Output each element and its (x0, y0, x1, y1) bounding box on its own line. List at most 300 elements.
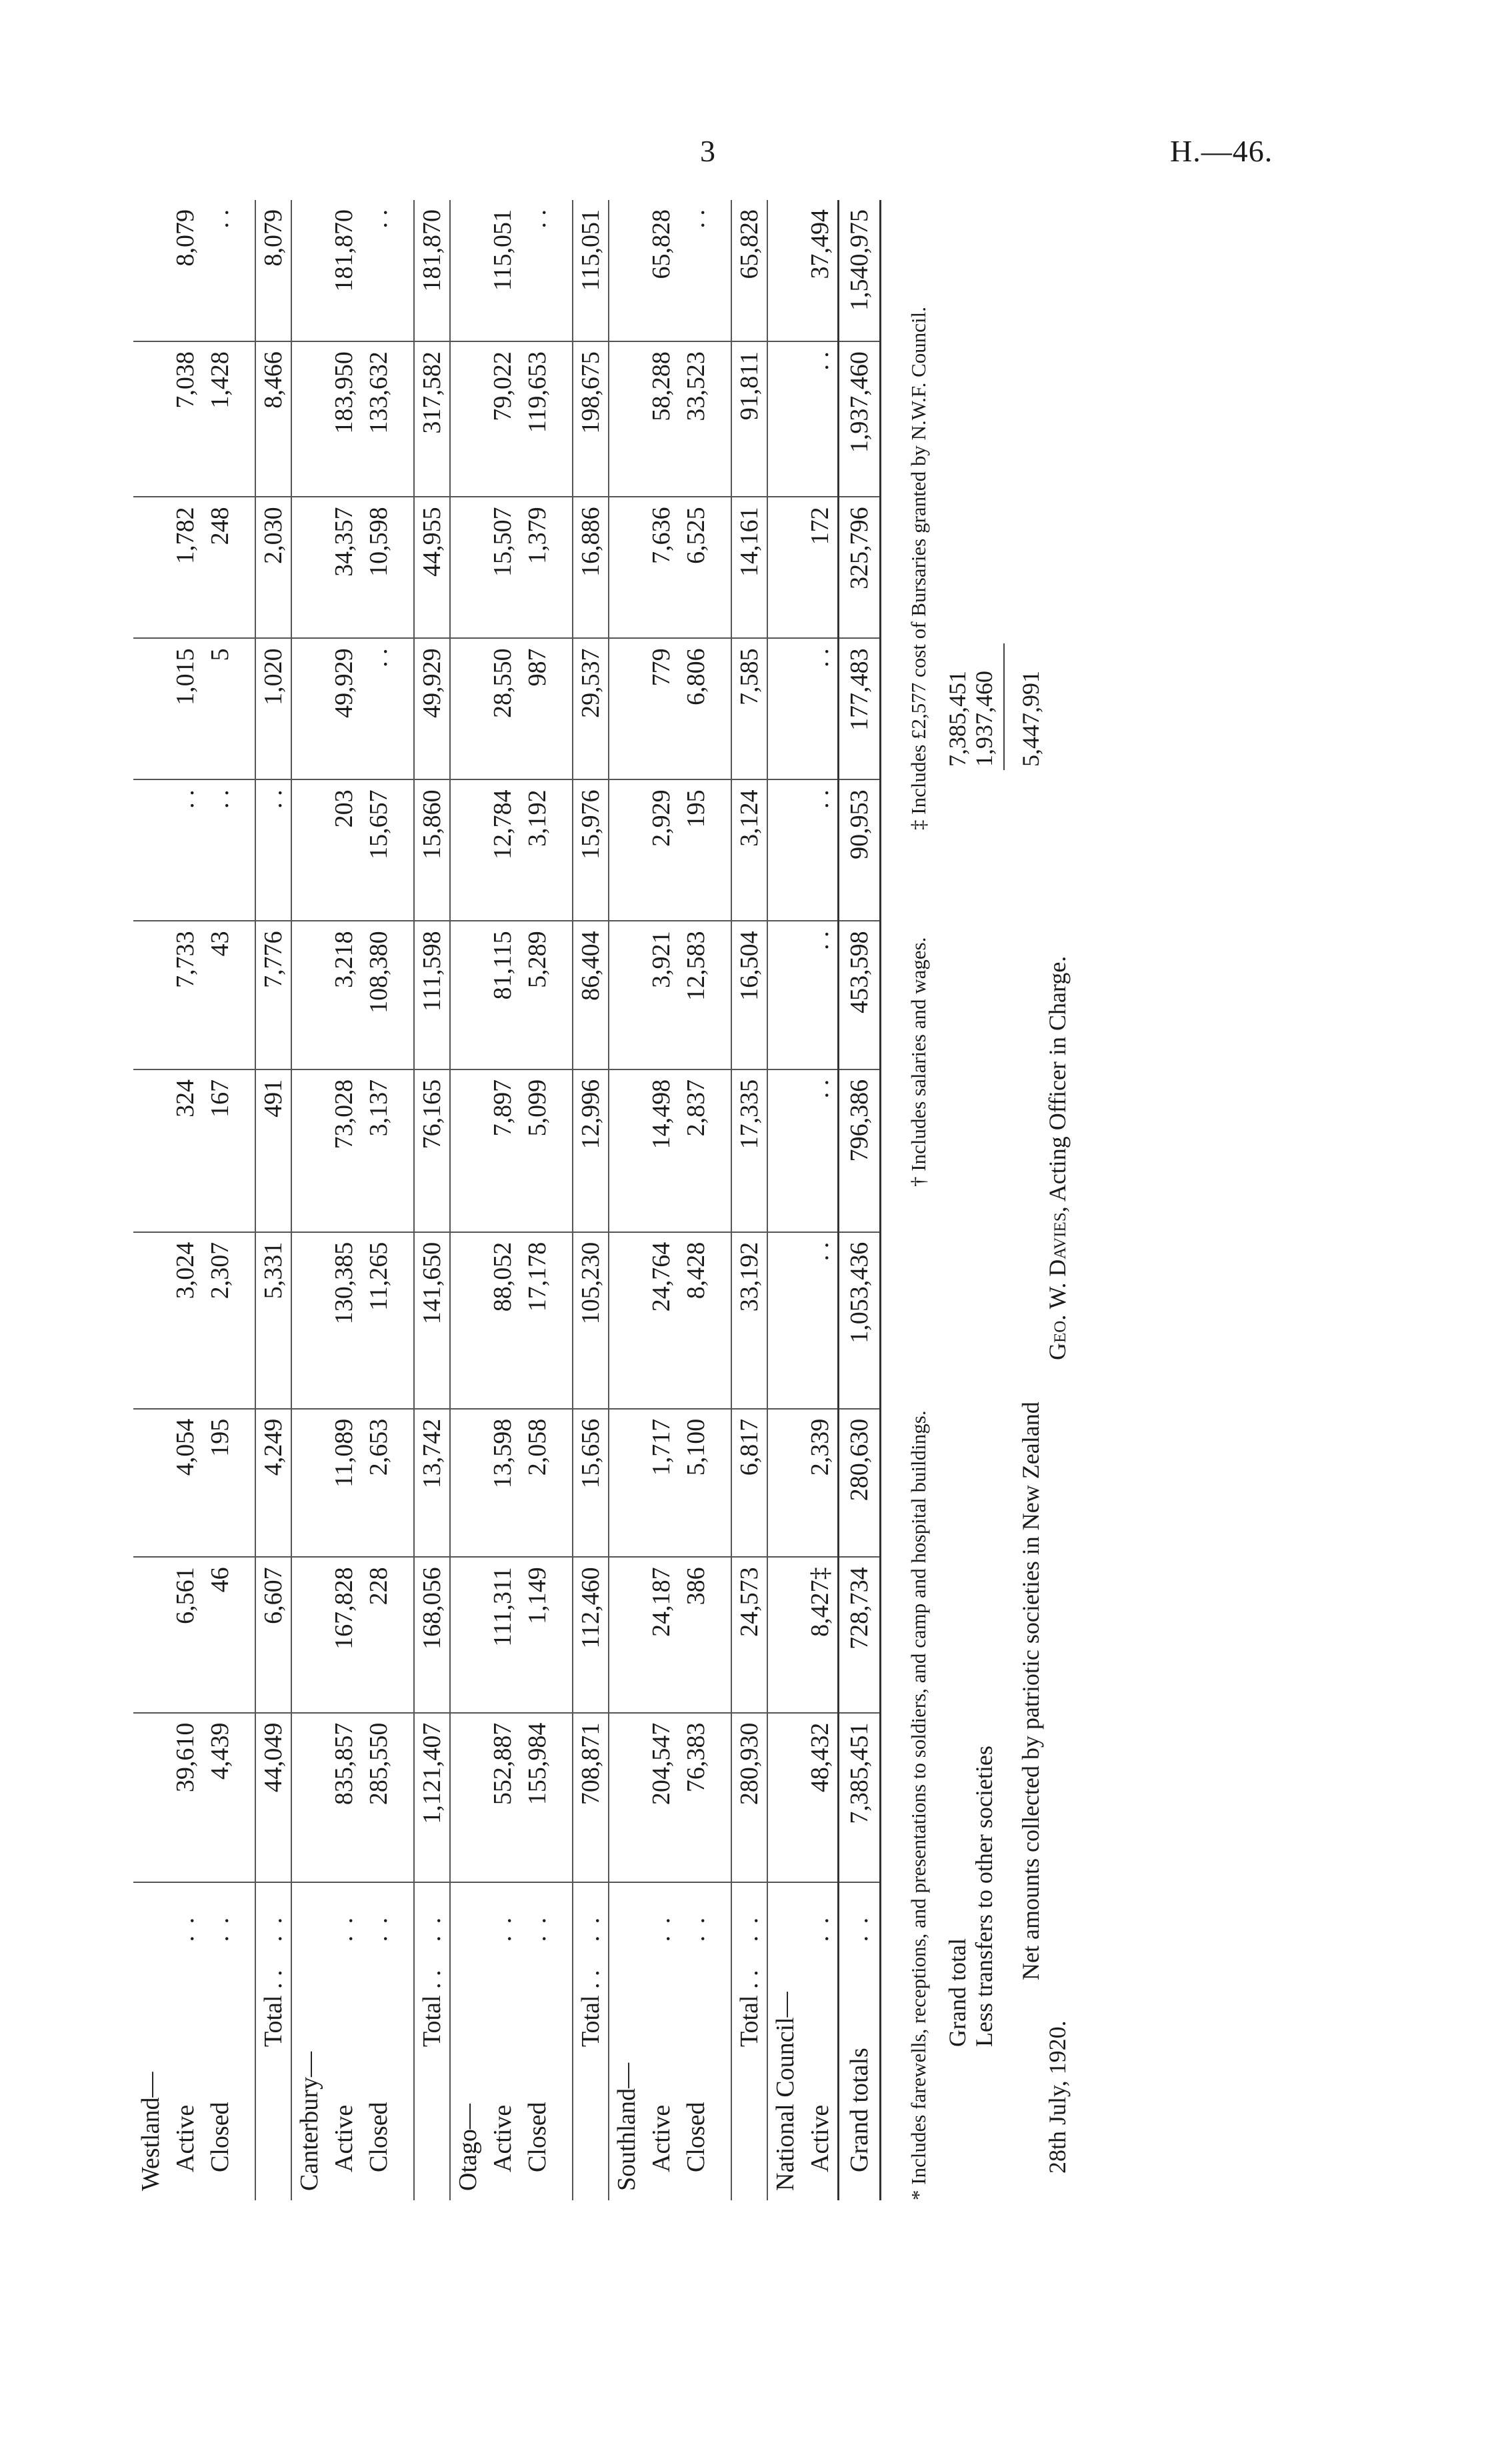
table-cell (291, 341, 327, 497)
row-label: Active (647, 2104, 675, 2172)
table-cell: 181,870 (327, 200, 361, 341)
table-cell (767, 497, 803, 638)
table-cell: 28,550 (485, 638, 520, 779)
table-cell: 111,598 (414, 921, 450, 1069)
table-cell: 7,585 (731, 638, 767, 779)
table-cell: 2,339 (803, 1409, 839, 1558)
table-cell (450, 341, 485, 497)
table-cell: 1,015 (168, 638, 203, 779)
table-cell: 198,675 (573, 341, 609, 497)
table-cell: 17,335 (731, 1069, 767, 1232)
region-name: National Council— (767, 1946, 803, 2200)
table-cell: 5,289 (520, 921, 555, 1069)
table-cell (237, 1557, 255, 1712)
table-cell (609, 779, 644, 921)
grand-totals-row (839, 200, 881, 2200)
table-cell (767, 1232, 803, 1409)
table-cell (237, 341, 255, 497)
table-cell (237, 1232, 255, 1409)
table-cell (133, 1557, 168, 1712)
table-cell: 2,030 (255, 497, 291, 638)
table-cell: 2,837 (679, 1069, 713, 1232)
table-cell (133, 921, 168, 1069)
signatory-title: , Acting Officer in Charge. (1044, 955, 1071, 1213)
table-cell: 325,796 (839, 497, 881, 638)
table-cell (237, 1713, 255, 1882)
table-cell: 248 (203, 497, 237, 638)
table-cell (237, 638, 255, 779)
table-cell (767, 921, 803, 1069)
table-cell: 728,734 (839, 1557, 881, 1712)
table-cell (609, 497, 644, 638)
table-cell (609, 341, 644, 497)
table-cell: 181,870 (414, 200, 450, 341)
table-cell: 81,115 (485, 921, 520, 1069)
table-cell (396, 200, 414, 341)
table-cell (555, 1069, 573, 1232)
table-cell (555, 1557, 573, 1712)
table-cell: 91,811 (731, 341, 767, 497)
rotated-table-block (133, 200, 1087, 2200)
table-cell: 6,806 (679, 638, 713, 779)
leader-dots: . . (731, 1882, 767, 1946)
table-cell (291, 497, 327, 638)
table-cell: 195 (203, 1409, 237, 1558)
table-row (485, 200, 520, 2200)
table-cell: 14,498 (644, 1069, 679, 1232)
table-cell (133, 1232, 168, 1409)
table-cell: 119,653 (520, 341, 555, 497)
table-cell: 8,428 (679, 1232, 713, 1409)
table-cell (291, 921, 327, 1069)
footnote-bursaries: ‡ Includes £2,577 cost of Bursaries granted by N.W.F. Council. (907, 306, 930, 830)
table-cell (767, 1713, 803, 1882)
table-cell: 17,178 (520, 1232, 555, 1409)
table-cell (291, 1069, 327, 1232)
table-cell: 1,937,460 (839, 341, 881, 497)
row-label: Total . . (414, 1946, 450, 2200)
table-cell (713, 341, 731, 497)
table-cell: 44,049 (255, 1713, 291, 1882)
table-cell (555, 497, 573, 638)
table-cell: 168,056 (414, 1557, 450, 1712)
table-cell: 491 (255, 1069, 291, 1232)
table-cell: 4,249 (255, 1409, 291, 1558)
table-cell (133, 1713, 168, 1882)
leader-dots: . . (489, 1914, 517, 1942)
table-cell (713, 1713, 731, 1882)
leader-dots (767, 1882, 803, 1946)
table-cell (396, 1069, 414, 1232)
table-cell (713, 200, 731, 341)
table-cell (396, 341, 414, 497)
table-cell (609, 1069, 644, 1232)
table-cell: 280,930 (731, 1713, 767, 1882)
table-cell: 1,540,975 (839, 200, 881, 341)
table-cell: 115,051 (573, 200, 609, 341)
table-cell (609, 921, 644, 1069)
table-cell (713, 1409, 731, 1558)
table-cell (133, 1069, 168, 1232)
row-label: Total . . (255, 1946, 291, 2200)
table-cell (555, 341, 573, 497)
table-cell (767, 341, 803, 497)
table-row (803, 200, 839, 2200)
spacer-row (396, 200, 414, 2200)
table-cell: 5,099 (520, 1069, 555, 1232)
table-row (520, 200, 555, 2200)
section-header (609, 200, 644, 2200)
table-row (203, 200, 237, 2200)
table-cell: 11,265 (361, 1232, 396, 1409)
table-cell: 324 (168, 1069, 203, 1232)
table-cell: 203 (327, 779, 361, 921)
table-cell (291, 779, 327, 921)
table-cell (396, 1409, 414, 1558)
table-cell (450, 1409, 485, 1558)
table-cell: 3,218 (327, 921, 361, 1069)
table-cell: 7,038 (168, 341, 203, 497)
table-cell (450, 1232, 485, 1409)
table-cell: 111,311 (485, 1557, 520, 1712)
table-cell: 228 (361, 1557, 396, 1712)
table-cell: . . (520, 200, 555, 341)
table-cell: . . (803, 638, 839, 779)
total-row (255, 200, 291, 2200)
leader-dots: . . (414, 1882, 450, 1946)
table-cell: 46 (203, 1557, 237, 1712)
table-cell: 7,385,451 (839, 1713, 881, 1882)
table-cell: 6,817 (731, 1409, 767, 1558)
table-cell (291, 200, 327, 341)
table-cell (133, 1409, 168, 1558)
leader-dots: . . (330, 1914, 358, 1942)
section-header (133, 200, 168, 2200)
table-cell: 13,598 (485, 1409, 520, 1558)
table-cell: 2,058 (520, 1409, 555, 1558)
table-cell: 386 (679, 1557, 713, 1712)
section-header (291, 200, 327, 2200)
table-cell: 280,630 (839, 1409, 881, 1558)
table-cell: 6,525 (679, 497, 713, 638)
table-cell: 11,089 (327, 1409, 361, 1558)
table-cell: 65,828 (644, 200, 679, 341)
table-cell (450, 497, 485, 638)
table-cell: 2,929 (644, 779, 679, 921)
region-name: Canterbury— (291, 1946, 327, 2200)
table-cell: 172 (803, 497, 839, 638)
table-cell: 5,331 (255, 1232, 291, 1409)
page-number: 3 (700, 134, 715, 168)
table-cell: 76,165 (414, 1069, 450, 1232)
table-row (168, 200, 203, 2200)
leader-dots: . . (573, 1882, 609, 1946)
table-cell: . . (803, 921, 839, 1069)
table-cell: 1,717 (644, 1409, 679, 1558)
table-cell (555, 638, 573, 779)
table-cell: 1,149 (520, 1557, 555, 1712)
table-cell: 2,307 (203, 1232, 237, 1409)
table-cell: 12,583 (679, 921, 713, 1069)
table-cell (450, 1069, 485, 1232)
table-cell: 34,357 (327, 497, 361, 638)
table-cell (450, 200, 485, 341)
table-cell: 6,561 (168, 1557, 203, 1712)
table-cell (713, 1232, 731, 1409)
footnote-farewells: * Includes farewells, receptions, and presentations to soldiers, and camp and hospital buildings. (907, 1410, 930, 2200)
table-cell (713, 1069, 731, 1232)
table-cell: . . (203, 200, 237, 341)
table-cell: 130,385 (327, 1232, 361, 1409)
table-cell (713, 638, 731, 779)
table-cell: 8,466 (255, 341, 291, 497)
table-row (644, 200, 679, 2200)
table-cell (396, 638, 414, 779)
table-cell (133, 341, 168, 497)
table-cell: 112,460 (573, 1557, 609, 1712)
table-cell (767, 200, 803, 341)
table-cell: 88,052 (485, 1232, 520, 1409)
footnote-salaries: † Includes salaries and wages. (907, 937, 930, 1187)
table-cell (555, 1232, 573, 1409)
table-cell: 7,636 (644, 497, 679, 638)
page-reference: H.—46. (1170, 134, 1273, 168)
table-cell: 33,192 (731, 1232, 767, 1409)
table-cell: 779 (644, 638, 679, 779)
table-cell: 24,187 (644, 1557, 679, 1712)
table-body (133, 200, 881, 2200)
table-cell (450, 779, 485, 921)
table-cell: . . (803, 341, 839, 497)
table-cell: 5,100 (679, 1409, 713, 1558)
table-cell: 155,984 (520, 1713, 555, 1882)
table-cell: 7,776 (255, 921, 291, 1069)
table-cell (713, 779, 731, 921)
table-cell: 1,379 (520, 497, 555, 638)
table-cell: 15,656 (573, 1409, 609, 1558)
table-cell: 13,742 (414, 1409, 450, 1558)
table-cell: 835,857 (327, 1713, 361, 1882)
table-cell: 708,871 (573, 1713, 609, 1882)
spacer-row (237, 200, 255, 2200)
grand-total-label: Grand total (944, 1938, 971, 2047)
table-cell: 552,887 (485, 1713, 520, 1882)
less-transfers-label: Less transfers to other societies (971, 1746, 997, 2047)
table-cell (767, 1409, 803, 1558)
table-cell: 16,886 (573, 497, 609, 638)
table-cell: 49,929 (414, 638, 450, 779)
table-cell (450, 1557, 485, 1712)
table-cell: 76,383 (679, 1713, 713, 1882)
table-cell: 115,051 (485, 200, 520, 341)
table-cell: 73,028 (327, 1069, 361, 1232)
table-cell (555, 779, 573, 921)
row-label: Active (171, 2104, 199, 2172)
spacer-cell (555, 1882, 573, 1946)
table-cell (133, 200, 168, 341)
table-cell: 43 (203, 921, 237, 1069)
spacer-cell (396, 1882, 414, 1946)
table-cell: 167 (203, 1069, 237, 1232)
table-cell: 39,610 (168, 1713, 203, 1882)
region-name: Otago— (450, 1946, 485, 2200)
table-cell: 33,523 (679, 341, 713, 497)
table-cell: . . (803, 1232, 839, 1409)
table-cell: 108,380 (361, 921, 396, 1069)
total-row (573, 200, 609, 2200)
table-cell: 4,439 (203, 1713, 237, 1882)
leader-dots: . . (206, 1914, 234, 1942)
total-row (731, 200, 767, 2200)
table-cell (291, 1232, 327, 1409)
leader-dots (609, 1882, 644, 1946)
table-cell: 58,288 (644, 341, 679, 497)
table-cell (609, 200, 644, 341)
row-label: Total . . (573, 1946, 609, 2200)
table-cell: 3,024 (168, 1232, 203, 1409)
row-label: Active (330, 2104, 358, 2172)
table-cell: . . (361, 638, 396, 779)
table-cell (396, 1557, 414, 1712)
table-cell (713, 921, 731, 1069)
table-cell (237, 921, 255, 1069)
leader-dots: . . (806, 1914, 834, 1942)
table-cell (291, 1409, 327, 1558)
table-cell (767, 638, 803, 779)
table-cell (555, 921, 573, 1069)
report-date: 28th July, 1920. (1044, 2020, 1071, 2174)
row-label: Closed (206, 2102, 234, 2172)
row-label: Closed (523, 2102, 551, 2172)
table-cell: 1,121,407 (414, 1713, 450, 1882)
table-cell (291, 638, 327, 779)
table-cell: . . (255, 779, 291, 921)
table-cell: 7,897 (485, 1069, 520, 1232)
leader-dots: . . (255, 1882, 291, 1946)
table-cell: . . (679, 200, 713, 341)
grand-total-value: 7,385,451 (944, 671, 971, 767)
net-amount-label: Net amounts collected by patriotic societies in New Zealand (1017, 1402, 1044, 1980)
table-cell: . . (168, 779, 203, 921)
row-label: Closed (682, 2102, 710, 2172)
table-cell: 1,020 (255, 638, 291, 779)
table-cell (237, 497, 255, 638)
table-cell: 8,079 (168, 200, 203, 341)
table-cell: 12,784 (485, 779, 520, 921)
table-cell: 177,483 (839, 638, 881, 779)
table-cell (713, 1557, 731, 1712)
table-cell: 1,053,436 (839, 1232, 881, 1409)
table-cell (450, 1713, 485, 1882)
table-cell: 2,653 (361, 1409, 396, 1558)
net-amount-value: 5,447,991 (1017, 671, 1044, 767)
table-cell: 195 (679, 779, 713, 921)
table-cell (133, 779, 168, 921)
table-cell (237, 779, 255, 921)
table-cell: 15,976 (573, 779, 609, 921)
table-cell: 48,432 (803, 1713, 839, 1882)
table-cell: 105,230 (573, 1232, 609, 1409)
table-cell: . . (803, 1069, 839, 1232)
spacer-cell (713, 1882, 731, 1946)
less-transfers-value: 1,937,460 (971, 671, 997, 767)
table-cell (133, 497, 168, 638)
table-cell: 3,137 (361, 1069, 396, 1232)
table-cell: 8,079 (255, 200, 291, 341)
table-cell: 15,860 (414, 779, 450, 921)
table-cell: 37,494 (803, 200, 839, 341)
table-cell (396, 779, 414, 921)
table-cell: 12,996 (573, 1069, 609, 1232)
table-cell (450, 638, 485, 779)
table-cell (291, 1557, 327, 1712)
table-cell: 24,573 (731, 1557, 767, 1712)
table-cell: 3,192 (520, 779, 555, 921)
table-cell: 204,547 (644, 1713, 679, 1882)
row-label: Active (489, 2104, 517, 2172)
table-cell: 285,550 (361, 1713, 396, 1882)
table-cell: 5 (203, 638, 237, 779)
spacer-cell (237, 1946, 255, 2200)
table-row (361, 200, 396, 2200)
table-cell: 796,386 (839, 1069, 881, 1232)
table-cell: 86,404 (573, 921, 609, 1069)
row-label: Active (806, 2104, 834, 2172)
table-cell: 16,504 (731, 921, 767, 1069)
table-cell (555, 1713, 573, 1882)
table-cell (450, 921, 485, 1069)
table-cell: 1,782 (168, 497, 203, 638)
table-row (327, 200, 361, 2200)
leader-dots: . . (171, 1914, 199, 1942)
table-cell: . . (361, 200, 396, 341)
table-cell (396, 1232, 414, 1409)
table-cell (767, 1557, 803, 1712)
table-cell: 44,955 (414, 497, 450, 638)
table-cell (609, 1409, 644, 1558)
table-cell: . . (203, 779, 237, 921)
table-cell: 65,828 (731, 200, 767, 341)
section-header (450, 200, 485, 2200)
leader-dots (291, 1882, 327, 1946)
leader-dots: . . (523, 1914, 551, 1942)
table-cell (396, 1713, 414, 1882)
table-cell: 987 (520, 638, 555, 779)
total-row (414, 200, 450, 2200)
spacer-cell (237, 1882, 255, 1946)
table-cell: 183,950 (327, 341, 361, 497)
table-cell (555, 200, 573, 341)
table-cell (609, 1557, 644, 1712)
table-cell (237, 1409, 255, 1558)
table-cell: 15,657 (361, 779, 396, 921)
table-cell (767, 779, 803, 921)
table-cell: 3,124 (731, 779, 767, 921)
table-cell: 453,598 (839, 921, 881, 1069)
table-cell: 133,632 (361, 341, 396, 497)
table-cell (396, 497, 414, 638)
table-cell: 6,607 (255, 1557, 291, 1712)
table-cell (237, 200, 255, 341)
table-cell: 14,161 (731, 497, 767, 638)
table-cell (713, 497, 731, 638)
spacer-cell (713, 1946, 731, 2200)
spacer-cell (555, 1946, 573, 2200)
table-cell: 90,953 (839, 779, 881, 921)
table-cell: 3,921 (644, 921, 679, 1069)
table-cell (767, 1069, 803, 1232)
table-cell: 141,650 (414, 1232, 450, 1409)
